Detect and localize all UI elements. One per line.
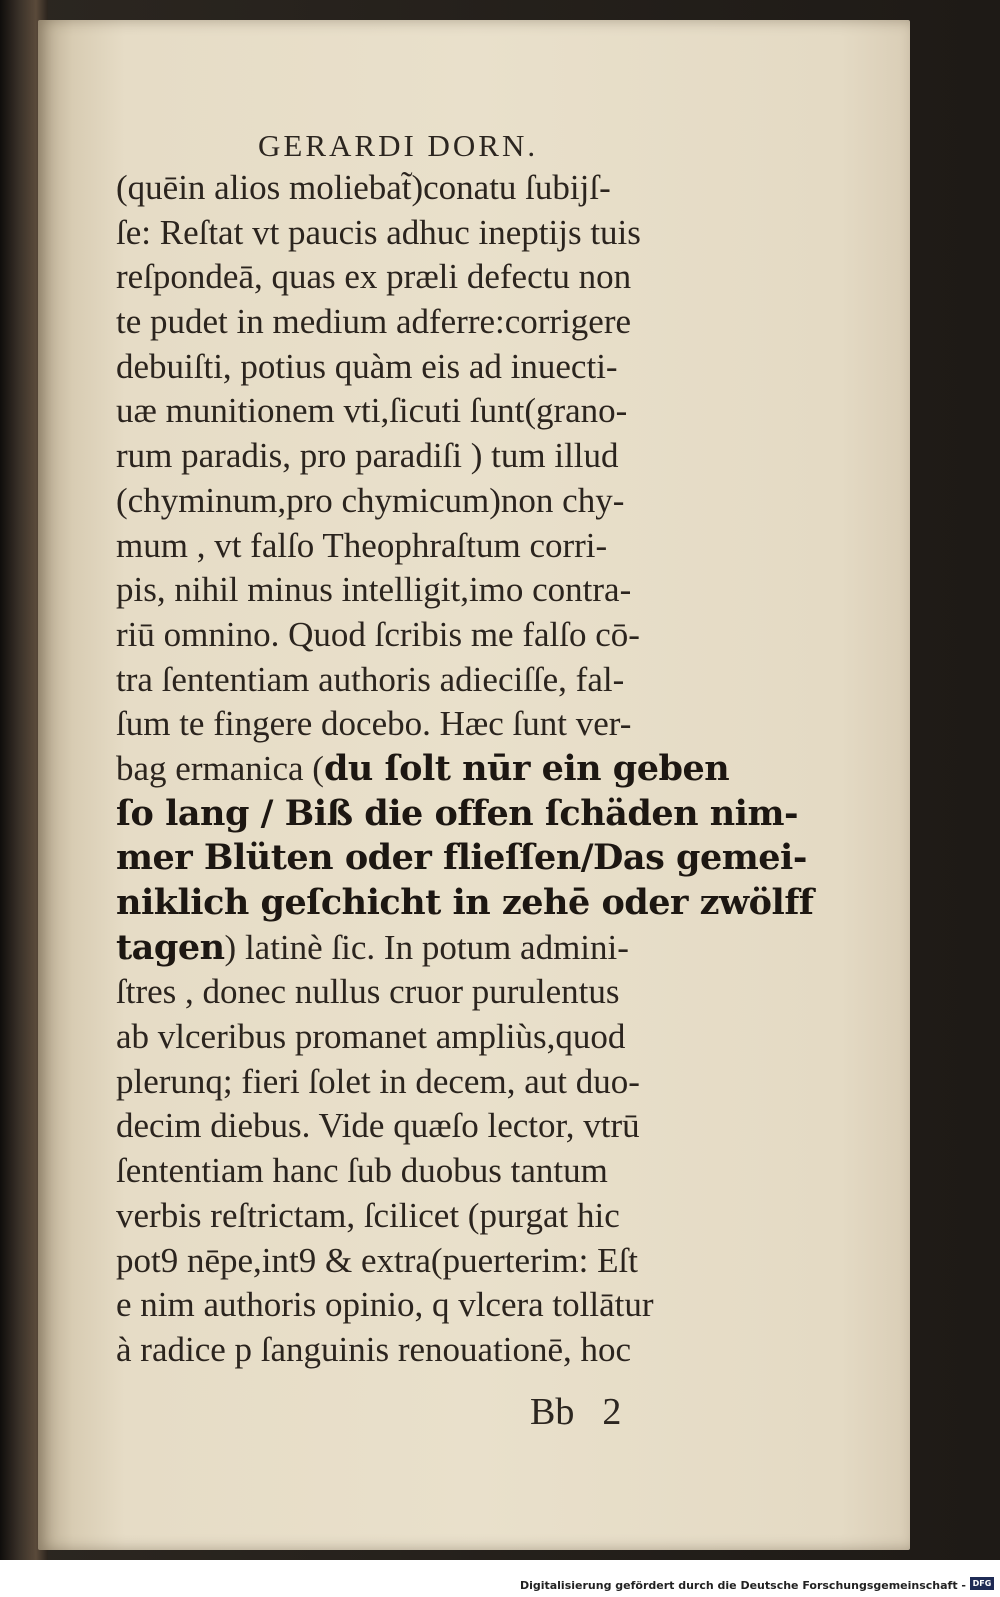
- latin-text: riū omnino. Quod ſcribis me falſo cō-: [116, 614, 640, 654]
- text-line: [116, 389, 776, 434]
- latin-text: pis, nihil minus intelligit,imo contra-: [116, 570, 632, 610]
- text-line: [116, 702, 776, 747]
- text-line: [116, 747, 776, 792]
- latin-text: tra ſententiam authoris adieciſſe, fal-: [116, 659, 625, 699]
- latin-text: ſe: Reſtat vt paucis adhuc ineptijs tuis: [116, 212, 641, 252]
- text-line: [116, 1194, 776, 1239]
- latin-text: (quēin alios moliebat̃)conatu ſubijſ-: [116, 168, 611, 207]
- text-line: [116, 434, 776, 479]
- text-line: [116, 1283, 776, 1328]
- latin-text: pot9 nēpe,int9 & extra(puerterim: Eſt: [116, 1240, 638, 1280]
- funding-credit: Digitalisierung gefördert durch die Deutsche Forschungsgemeinschaft -: [519, 1579, 966, 1592]
- running-head: GERARDI DORN.: [258, 128, 539, 163]
- text-line: [116, 926, 776, 971]
- text-line: [116, 1060, 776, 1105]
- text-line: [116, 568, 776, 613]
- text-line: [116, 970, 776, 1015]
- latin-text: ab vlceribus promanet ampliùs,quod: [116, 1017, 626, 1057]
- latin-text: decim diebus. Vide quæſo lector, vtrū: [116, 1106, 640, 1146]
- latin-text: ſententiam hanc ſub duobus tantum: [116, 1151, 608, 1191]
- latin-text: à radice p ſanguinis renouationē, hoc: [116, 1329, 632, 1369]
- latin-text: verbis reſtrictam, ſcilicet (purgat hic: [116, 1195, 620, 1235]
- text-line: [116, 1015, 776, 1060]
- latin-text: reſpondeā, quas ex præli defectu non: [116, 257, 632, 297]
- latin-text: rum paradis, pro paradiſi ) tum illud: [116, 436, 619, 476]
- german-blackletter-text: du ſolt nūr ein geben: [323, 747, 730, 789]
- body-text: [116, 166, 814, 1373]
- latin-text: (chyminum,pro chymicum)non chy-: [116, 480, 625, 520]
- text-line: [116, 1328, 776, 1373]
- german-blackletter-text: tagen: [116, 926, 225, 968]
- german-blackletter-text: mer Blüten oder flieſſen/Das gemei-: [116, 837, 807, 879]
- text-line: [116, 211, 776, 256]
- text-line: [116, 524, 776, 569]
- signature-mark: [530, 1390, 621, 1434]
- text-line: [116, 658, 776, 703]
- text-line: [116, 613, 776, 658]
- signature-letters: Bb: [530, 1391, 575, 1433]
- latin-text: debuiſti, potius quàm eis ad inuecti-: [116, 346, 618, 386]
- book-page: [38, 20, 910, 1550]
- latin-text: mum , vt falſo Theophraſtum corri-: [116, 525, 608, 565]
- latin-text: e nim authoris opinio, q vlcera tollātur: [116, 1285, 654, 1325]
- text-line: [116, 792, 799, 837]
- latin-text: plerunq; fieri ſolet in decem, aut duo-: [116, 1061, 640, 1101]
- dfg-logo: DFG: [970, 1577, 994, 1590]
- latin-text: ſum te fingere docebo. Hæc ſunt ver-: [116, 704, 632, 744]
- latin-text: uæ munitionem vti,ſicuti ſunt(grano-: [116, 391, 628, 431]
- text-line: [116, 255, 776, 300]
- latin-text: ) latinè ſic. In potum admini-: [224, 927, 629, 967]
- text-line: [116, 300, 776, 345]
- text-line: [116, 479, 776, 524]
- text-line: [116, 881, 814, 926]
- text-line: [116, 345, 776, 390]
- text-line: [116, 1104, 776, 1149]
- text-line: [116, 836, 807, 881]
- page-number: 2: [602, 1391, 622, 1433]
- latin-text: ſtres , donec nullus cruor purulentus: [116, 972, 620, 1012]
- text-line: [116, 1239, 776, 1284]
- latin-text: bag ermanica (: [116, 748, 324, 788]
- german-blackletter-text: niklich geſchicht in zehē oder zwölff: [116, 882, 814, 923]
- text-line: [116, 1149, 776, 1194]
- text-line: [116, 166, 776, 211]
- german-blackletter-text: ſo lang / Biß die offen ſchäden nim-: [116, 792, 799, 834]
- latin-text: te pudet in medium adferre:corrigere: [116, 302, 632, 342]
